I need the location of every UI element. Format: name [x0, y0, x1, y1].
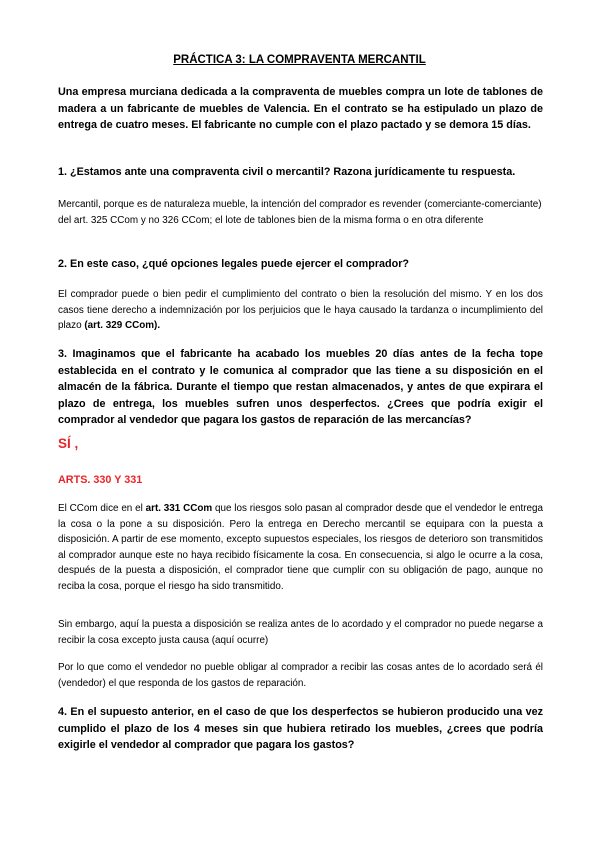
answer-3-articles: ARTS. 330 Y 331	[58, 474, 143, 486]
answer-3-paragraph-1-start: El CCom dice en el	[58, 503, 146, 514]
answer-3-reference: art. 331 CCom	[145, 503, 213, 514]
answer-3-paragraph-3: Por lo que como el vendedor no pueble obligar al comprador a recibir las cosas antes de lo acordado será él (vendedor) el que responda de los gastos de reparación.	[58, 662, 543, 689]
question-3: 3. Imaginamos que el fabricante ha acabado los muebles 20 días antes de la fecha tope establecida en el contrato y le comunica al comprador que las tiene a su disposición en el almacén de la fábrica. Durante el tiempo que restan almacenados, y antes de que expirara el plazo de entrega, los muebles sufren unos desperfectos. ¿Crees que podría exigir el comprador al vendedor que pagara los gastos de reparación de las mercancías?	[58, 348, 543, 427]
answer-2	[58, 287, 543, 334]
answer-1: Mercantil, porque es de naturaleza mueble, la intención del comprador es revender (comerciante-comerciante) del art. 325 CCom y no 326 CCom; el lote de tablones bien de la misma forma o en otra diferente	[58, 199, 542, 226]
page-title: PRÁCTICA 3: LA COMPRAVENTA MERCANTIL	[173, 54, 426, 66]
question-4: 4. En el supuesto anterior, en el caso de que los desperfectos se hubieron producido una vez cumplido el plazo de los 4 meses sin que hubiera retirado los muebles, ¿crees que podría exigirle el vendedor al comprador que pagara los gastos?	[58, 706, 543, 752]
answer-3-paragraph-1	[58, 501, 543, 595]
answer-3-yes: SÍ ,	[58, 436, 79, 451]
answer-2-text: El comprador puede o bien pedir el cumplimiento del contrato o bien la resolución del mismo. Y en los dos casos tiene derecho a indemnización por los perjuicios que le haya causado la tardanza o incumplimiento del plazo	[58, 289, 543, 332]
question-1: 1. ¿Estamos ante una compraventa civil o mercantil? Razona jurídicamente tu respuesta.	[58, 166, 516, 178]
answer-3-paragraph-2: Sin embargo, aquí la puesta a disposición se realiza antes de lo acordado y el comprador no puede negarse a recibir la cosa excepto justa causa (aquí ocurre)	[58, 619, 543, 646]
answer-2-reference: (art. 329 CCom).	[84, 320, 161, 332]
answer-3-paragraph-1-rest: que los riesgos solo pasan al comprador desde que el vendedor le entrega la cosa o la pone a su disposición. Pero la entrega en Derecho mercantil se equipara con la puesta a disposición. A partir de ese momento, excepto supuestos especiales, los riesgos de deterioro son transmitidos al comprador aunque este no haya recibido físicamente la cosa. En consecuencia, si algo le ocurre a la cosa, después de la puesta a disposición, el comprador tiene que cumplir con su obligación de pago, aunque no reciba la cosa, porque el riesgo ha sido transmitido.	[58, 503, 544, 592]
question-2: 2. En este caso, ¿qué opciones legales puede ejercer el comprador?	[58, 258, 410, 270]
intro-paragraph: Una empresa murciana dedicada a la compraventa de muebles compra un lote de tablones de madera a un fabricante de muebles de Valencia. En el contrato se ha estipulado un plazo de entrega de cuatro meses. El fabricante no cumple con el plazo pactado y se demora 15 días.	[58, 86, 543, 132]
